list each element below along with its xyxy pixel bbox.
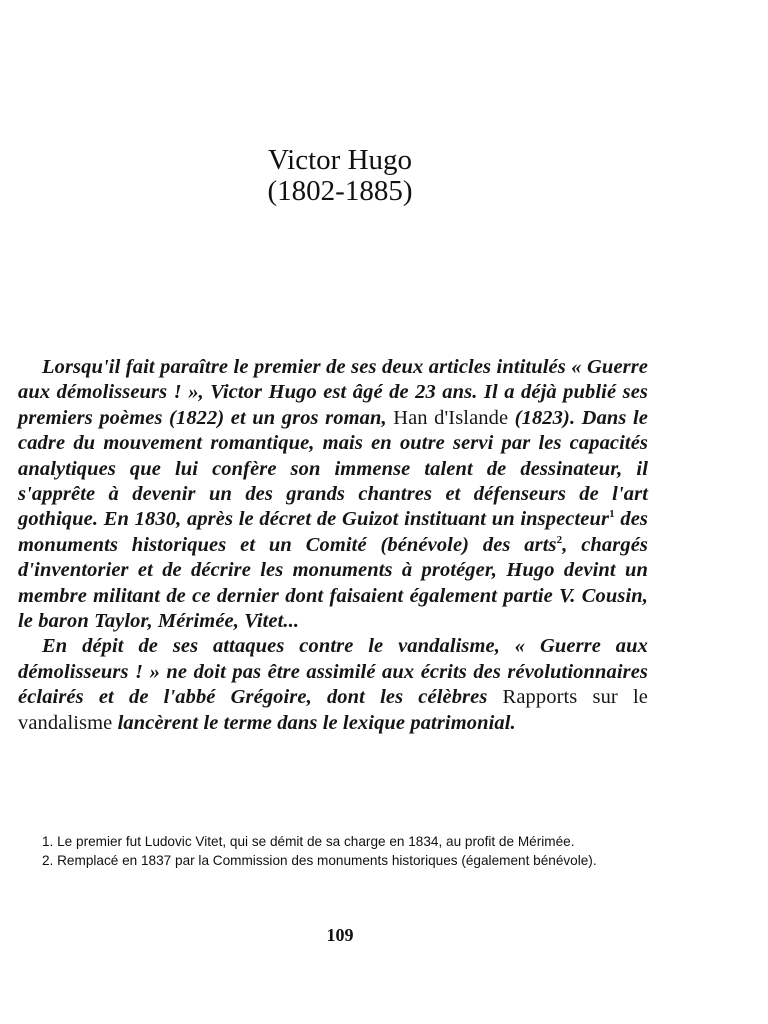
chapter-title-name: Victor Hugo	[267, 144, 413, 176]
paragraph-2-part-1: En dépit de ses attaques contre le vandalisme, « Guerre aux démolisseurs ! » ne doit pas être assimilé aux écrits des révolutionnaires éclairés et de l'abbé Grégoire, dont les célèbres	[18, 635, 648, 709]
book-title-han-d-islande: Han d'Islande	[393, 406, 509, 429]
paragraph-1-part-4: , chargés d'inventorier et de décrire les monuments à protéger, Hugo devint un membre militant de ce dernier dont faisaient également partie V. Cousin, le baron Taylor, Mérimée, Vitet...	[18, 533, 648, 633]
paragraph-1-part-2: (1823). Dans le cadre du mouvement romantique, mais en outre servi par les capacités analytiques que lui confère son immense talent de dessinateur, il s'apprête à devenir un des grands chantres et défenseurs de l'art gothique. En 1830, après le décret de Guizot instituant un inspecteur	[18, 406, 648, 531]
paragraph-1-part-3: des monuments historiques et un Comité (bénévole) des arts	[18, 508, 648, 556]
paragraph-2-part-2: lancèrent le terme dans le lexique patrimonial.	[112, 711, 516, 734]
chapter-title-dates: (1802-1885)	[267, 175, 413, 207]
footnote-ref-1: 1	[609, 508, 615, 521]
chapter-title	[0, 145, 680, 207]
book-title-rapports: Rapports sur le vandalisme	[18, 686, 648, 734]
footnote-ref-2: 2	[556, 534, 563, 547]
page-number: 109	[326, 925, 354, 945]
body-text	[18, 355, 648, 736]
footnotes	[18, 834, 648, 872]
paragraph-2	[18, 634, 648, 736]
paragraph-1-part-1: Lorsqu'il fait paraître le premier de ses deux articles intitulés « Guerre aux démolisseurs ! », Victor Hugo est âgé de 23 ans. Il a déjà publié ses premiers poèmes (1822) et un gros roman,	[18, 356, 648, 429]
footnote-2: 2. Remplacé en 1837 par la Commission des monuments historiques (également bénévole).	[42, 853, 597, 868]
footnote-1: 1. Le premier fut Ludovic Vitet, qui se démit de sa charge en 1834, au profit de Mérimée.	[42, 834, 575, 849]
paragraph-1	[18, 355, 648, 634]
